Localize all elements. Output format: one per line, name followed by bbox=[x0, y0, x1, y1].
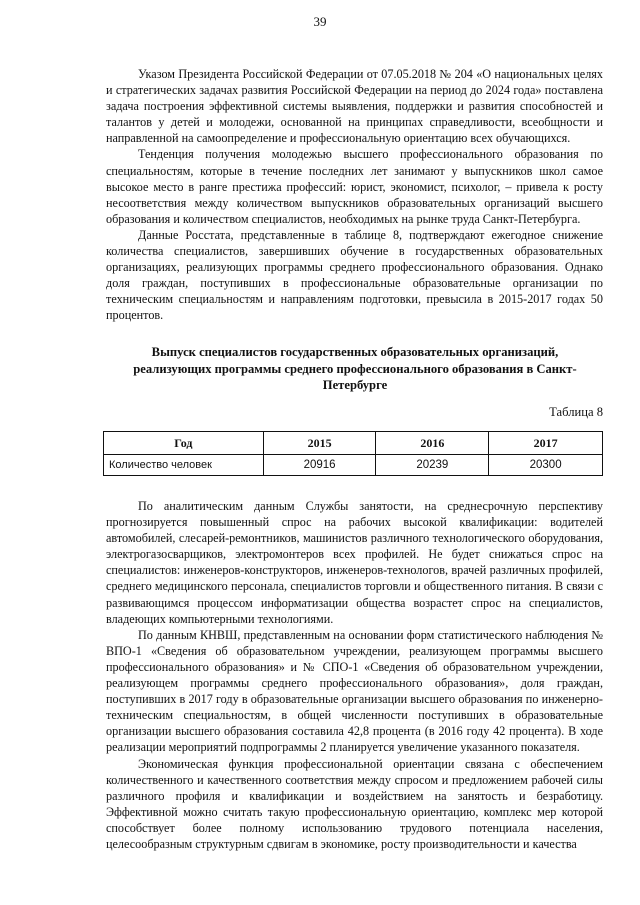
intro-text bbox=[106, 66, 603, 324]
header-2015: 2015 bbox=[263, 432, 376, 455]
analysis-text bbox=[106, 498, 603, 852]
header-2017: 2017 bbox=[489, 432, 603, 455]
table-heading: Выпуск специалистов государственных образовательных организаций, реализующих программы среднего профессионального образования в Санкт-Петербурге bbox=[133, 345, 577, 392]
page-number: 39 bbox=[313, 14, 327, 29]
paragraph-employment-service: По аналитическим данным Службы занятости, на среднесрочную перспективу прогнозируется повышенный спрос на рабочих высокой квалификации: водителей автомобилей, слесарей-ремонтников, машинистов различного технологического оборудования, электрогазосварщиков, электромонтеров всех профилей. Не будет снижаться спрос на специалистов: инженеров-конструкторов, инженеров-технологов, врачей различных профилей, среднего медицинского персонала, специалистов торговли и общественного питания. В связи с развивающимся процессом информатизации общества возрастет спрос на специалистов, владеющих компьютерными технологиями. bbox=[106, 499, 603, 626]
table-label: Таблица 8 bbox=[549, 405, 603, 419]
header-2016: 2016 bbox=[376, 432, 489, 455]
paragraph-rosstat: Данные Росстата, представленные в таблице 8, подтверждают ежегодное снижение количества специалистов, завершивших обучение в государственных образовательных организациях, реализующих программы среднего профессионального образования. Однако доля граждан, поступивших в профессиональные образовательные организации по техническим специальностям и направлениям подготовки, превысила в 2015-2017 годах 50 процентов. bbox=[106, 227, 603, 323]
paragraph-knvsh: По данным КНВШ, представленным на основании форм статистического наблюдения № ВПО-1 «Сведения об образовательном учреждении, реализующем программы высшего профессионального образования» и № СПО-1 «Сведения об образовательном учреждении, реализующем программы среднего профессионального образования», доля граждан, поступивших в 2017 году в образовательные организации высшего образования по инженерно-техническим специальностям, в общей численности поступивших в образовательные организации высшего образования составила 42,8 процента (в 2016 году 42 процента). В ходе реализации мероприятий подпрограммы 2 планируется увеличение указанного показателя. bbox=[106, 627, 603, 755]
paragraph-trend: Тенденция получения молодежью высшего профессионального образования по специальностям, которые в течение последних лет занимают у выпускников школ самое высокое место в ранге престижа профессий: юрист, экономист, психолог, – привела к росту несоответствия между количеством выпускников образовательных организаций высшего образования и количеством специалистов, необходимых на рынке труда Санкт-Петербурга. bbox=[106, 147, 603, 226]
value-2016: 20239 bbox=[376, 455, 489, 476]
row-label: Количество человек bbox=[104, 455, 264, 476]
paragraph-economic-function: Экономическая функция профессиональной ориентации связана с обеспечением количественного и качественного соответствия между спросом и предложением рабочей силы различного профиля и квалификации и воздействием на занятость и безработицу. Эффективной можно считать такую профессиональную ориентацию, комплекс мер которой способствует более полному использованию трудового потенциала населения, целесообразным структурным сдвигам в экономике, росту производительности и качества bbox=[106, 756, 603, 851]
value-2017: 20300 bbox=[489, 455, 603, 476]
paragraph-decree: Указом Президента Российской Федерации от 07.05.2018 № 204 «О национальных целях и стратегических задачах развития Российской Федерации на период до 2024 года» поставлена задача построения эффективной системы выявления, поддержки и развития способностей и талантов у детей и молодежи, основанной на принципах справедливости, всеобщности и направленной на самоопределение и профессиональную ориентацию всех обучающихся. bbox=[106, 67, 603, 146]
graduates-table bbox=[103, 431, 603, 476]
value-2015: 20916 bbox=[263, 455, 376, 476]
header-year: Год bbox=[104, 432, 264, 455]
table-header-row bbox=[104, 432, 603, 455]
table-row bbox=[104, 455, 603, 476]
